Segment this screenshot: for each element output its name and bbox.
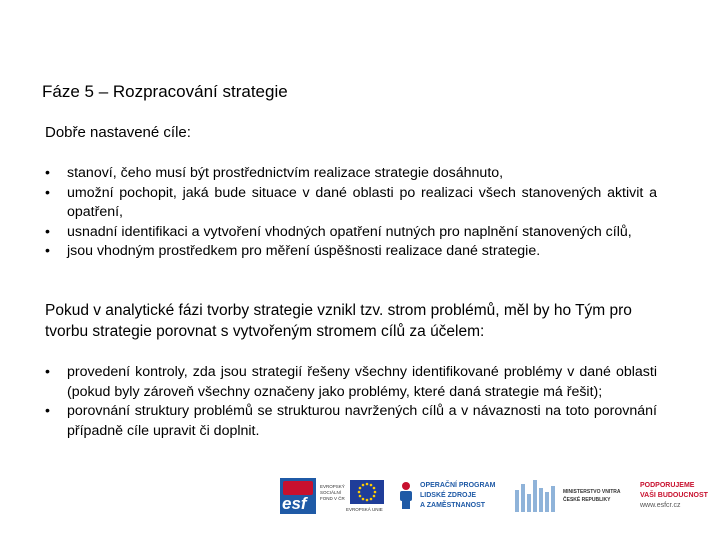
bullet-icon: • — [45, 403, 50, 419]
list-item: • umožní pochopit, jaká bude situace v dané oblasti po realizaci všech stanovených aktivit a opatření, — [45, 184, 657, 220]
logo-bar — [280, 478, 720, 518]
purpose-list — [45, 363, 657, 441]
esf-caption: EVROPSKÝ SOCIÁLNÍ FOND V ČR — [320, 484, 345, 501]
op-caption: OPERAČNÍ PROGRAM LIDSKÉ ZDROJE A ZAMĚSTNANOST — [420, 482, 496, 509]
goals-list — [45, 164, 657, 262]
ministry-caption: MINISTERSTVO VNITRA ČESKÉ REPUBLIKY — [563, 489, 621, 503]
bullet-icon: • — [45, 243, 50, 259]
slide-title: Fáze 5 – Rozpracování strategie — [42, 82, 288, 101]
esf-logo — [280, 478, 316, 514]
list-item: • stanoví, čeho musí být prostřednictvím realizace strategie dosáhnuto, — [45, 164, 657, 184]
section-heading: Dobře nastavené cíle: — [45, 124, 191, 141]
bullet-icon: • — [45, 364, 50, 380]
esf-logo-text: esf — [282, 494, 307, 513]
bullet-icon: • — [45, 165, 50, 181]
bullet-icon: • — [45, 223, 50, 240]
bullet-icon: • — [45, 184, 50, 201]
op-people-icon — [396, 480, 416, 510]
list-item: • porovnání struktury problémů se strukturou navržených cílů a v návaznosti na toto porovnání případně cíle upravit či doplnit. — [45, 403, 657, 439]
esf-flag-icon — [283, 481, 313, 495]
list-item: • jsou vhodným prostředkem pro měření úspěšnosti realizace dané strategie. — [45, 242, 657, 262]
list-item: • provedení kontroly, zda jsou strategií řešeny všechny identifikované problémy v dané oblasti (pokud byly zároveň všechny označeny jako problémy, které daná strategie má řešit); — [45, 364, 657, 400]
list-item: • usnadní identifikaci a vytvoření vhodných opatření nutných pro naplnění stanovených cílů, — [45, 223, 657, 243]
eu-caption: EVROPSKÁ UNIE — [346, 507, 383, 512]
ministry-bars-icon — [515, 480, 557, 512]
body-paragraph: Pokud v analytické fázi tvorby strategie vznikl tzv. strom problémů, měl by ho Tým pro tvorbu strategie porovnat s vytvořeným stromem cílů za účelem: — [45, 302, 632, 340]
eu-flag-icon — [350, 480, 384, 504]
support-caption: PODPORUJEME VAŠI BUDOUCNOST www.esfcr.cz — [640, 482, 708, 509]
